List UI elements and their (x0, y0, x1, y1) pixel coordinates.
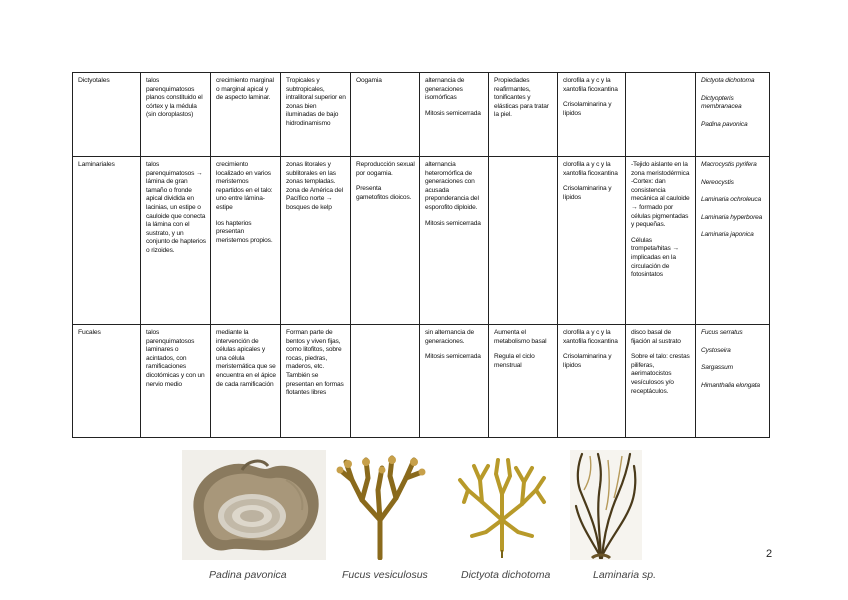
laminaria-photo (570, 450, 642, 560)
growth-cell: crecimiento marginal o marginal apical y de aspecto laminar. (211, 73, 281, 157)
life-cycle-cell: alternancia heteromórfica de generaciones con acusada preponderancia del esporofito diploide. Mitosis semicerrada (420, 157, 489, 325)
species-cell: Fucus serratus Cystoseira Sargassum Himanthalia elongata (696, 325, 770, 438)
photo-caption: Padina pavonica (209, 569, 287, 581)
photo-caption: Dictyota dichotoma (461, 569, 551, 581)
species-cell: Macrocystis pyrifera Nereocystis Laminaria ochroleuca Laminaria hyperborea Laminaria japonica (696, 157, 770, 325)
growth-cell: crecimiento localizado en varios meristemos repartidos en el talo: uno entre lámina-estipe los hapterios presentan meristemos propios. (211, 157, 281, 325)
dictyota-photo (452, 450, 552, 560)
algae-photo-strip (182, 450, 642, 562)
table-row (73, 73, 770, 157)
growth-cell: mediante la intervención de células apicales y una célula meristemática que se encuentra en el ápice de cada ramificación (211, 325, 281, 438)
thallus-cell: talos parenquimatosos planos constituido el córtex y la médula (sin cloroplastos) (141, 73, 211, 157)
extra-cell: disco basal de fijación al sustrato Sobre el talo: crestas piliferas, aerimatocistos vesículosos y/o receptáculos. (626, 325, 696, 438)
photo-caption: Fucus vesiculosus (342, 569, 428, 581)
photo-caption: Laminaria sp. (593, 569, 657, 581)
reproduction-cell: Reproducción sexual por oogamia. Presenta gametofitos dioicos. (351, 157, 420, 325)
habitat-cell: Forman parte de bentos y viven fijas, como litofitos, sobre rocas, piedras, maderos, etc. También se presentan en formas flotantes libres (281, 325, 351, 438)
thallus-cell: talos parenquimatosos → lámina de gran tamaño o fronde apical dividida en lacinias, un estipe o cauloide que conecta la lámina con el sustrato, y un conjunto de hapterios o rizoides. (141, 157, 211, 325)
extra-cell (626, 73, 696, 157)
order-name: Fucales (73, 325, 141, 438)
habitat-cell: Tropicales y subtropicales, intralitoral superior en zonas bien iluminadas de bajo hidrodinamismo (281, 73, 351, 157)
algae-comparison-table (72, 72, 770, 438)
properties-cell: Propiedades reafirmantes, tonificantes y elásticas para tratar la piel. (489, 73, 558, 157)
pigments-cell: clorofila a y c y la xantofila ficoxantina Crisolaminarina y lípidos (558, 157, 626, 325)
padina-photo (182, 450, 326, 560)
habitat-cell: zonas litorales y sublitorales en las zonas templadas. zona de América del Pacífico norte → bosques de kelp (281, 157, 351, 325)
species-cell: Dictyota dichotoma Dictyopteris membranacea Padina pavonica (696, 73, 770, 157)
properties-cell: Aumenta el metabolismo basal Regula el ciclo menstrual (489, 325, 558, 438)
extra-cell: -Tejido aislante en la zona meristodérmica -Cortex: dan consistencia mecánica al cauloide → formado por células pigmentadas y pequeñas. Células trompeta/hitas → implicadas en la circulación de fotosintatos (626, 157, 696, 325)
order-name: Laminariales (73, 157, 141, 325)
fucus-photo (328, 450, 432, 560)
table-row (73, 325, 770, 438)
reproduction-cell: Oogamia (351, 73, 420, 157)
properties-cell (489, 157, 558, 325)
pigments-cell: clorofila a y c y la xantofila ficoxantina Crisolaminarina y lípidos (558, 325, 626, 438)
life-cycle-cell: alternancia de generaciones isomórficas Mitosis semicerrada (420, 73, 489, 157)
thallus-cell: talos parenquimatosos laminares o acintados, con ramificaciones dicotómicas y con un nervio medio (141, 325, 211, 438)
reproduction-cell (351, 325, 420, 438)
order-name: Dictyotales (73, 73, 141, 157)
pigments-cell: clorofila a y c y la xantofila ficoxantina Crisolaminarina y lípidos (558, 73, 626, 157)
page-number: 2 (766, 548, 773, 560)
life-cycle-cell: sin alternancia de generaciones. Mitosis semicerrada (420, 325, 489, 438)
table-row (73, 157, 770, 325)
